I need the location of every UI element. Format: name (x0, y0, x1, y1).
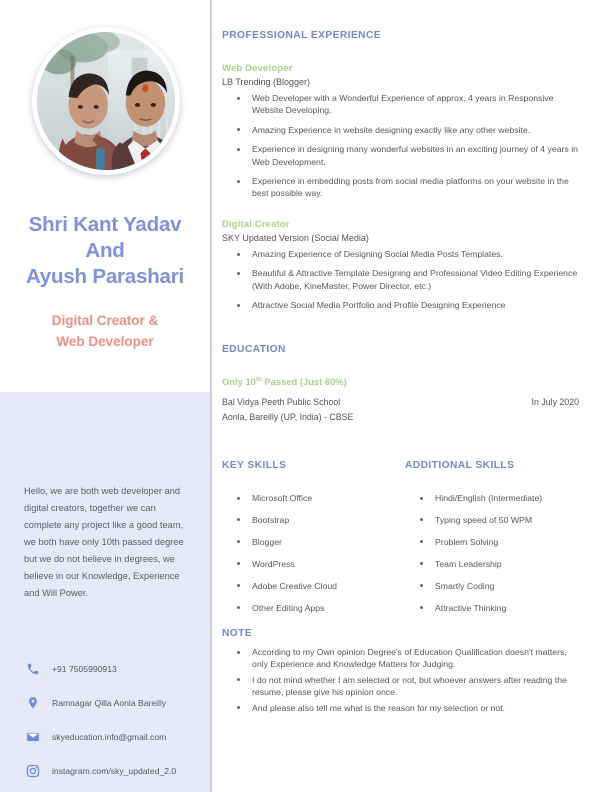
key-skills-heading-col (222, 460, 405, 471)
job-org: SKY Updated Version (Social Media) (222, 233, 369, 243)
job-title: Digital Creator (222, 219, 290, 230)
contact-phone-text: +91 7505990913 (52, 663, 117, 674)
education-degree (222, 376, 579, 387)
job-web-developer (222, 63, 582, 207)
education-school: Bal Vidya Peeth Public School (222, 397, 341, 408)
job-org: LB Trending (Blogger) (222, 77, 311, 87)
profile-photo (37, 32, 175, 170)
contact-row-instagram[interactable] (24, 757, 210, 784)
list-item: Attractive Thinking (435, 602, 580, 614)
list-item: Amazing Experience in website designing exactly like any other website. (252, 124, 582, 136)
list-item: Experience in designing many wonderful websites in an exciting journey of 4 years in Web Development. (252, 143, 582, 168)
photo-illustration (37, 32, 175, 170)
key-skills-column (222, 487, 405, 623)
job-title: Web Developer (222, 63, 293, 74)
envelope-icon (24, 728, 41, 745)
profile-role (0, 310, 210, 352)
contact-list (24, 655, 210, 791)
main-content (222, 0, 582, 792)
education-entry (222, 376, 579, 422)
name-line-1: Shri Kant Yadav (28, 213, 182, 236)
key-skills-heading: KEY SKILLS (222, 460, 287, 471)
location-pin-icon (24, 694, 41, 711)
key-skills-list (222, 492, 405, 614)
contact-instagram-text: instagram.com/sky_updated_2.0 (52, 765, 177, 776)
skills-heading-row (222, 460, 582, 471)
list-item: I do not mind whether I am selected or not, but whoever answers after reading the resume, please give his opinion once. (252, 674, 582, 699)
name-line-3: Ayush Parashari (25, 265, 185, 288)
note-heading: NOTE (222, 628, 253, 639)
section-education (222, 344, 582, 355)
list-item: Microsoft Office (252, 492, 405, 504)
list-item: Web Developer with a Wonderful Experience of approx. 4 years in Responsive Website Developing. (252, 92, 582, 117)
experience-heading: PROFESSIONAL EXPERIENCE (222, 30, 382, 41)
education-location: Aonla, Bareilly (UP, India) - CBSE (222, 412, 354, 423)
role-line-1: Digital Creator & (51, 313, 159, 328)
additional-skills-list (405, 492, 580, 614)
phone-icon (24, 660, 41, 677)
list-item: And please also tell me what is the reason for my selection or not. (252, 702, 582, 714)
list-item: Bootstrap (252, 514, 405, 526)
section-note (222, 628, 582, 717)
contact-address-text: Ramnagar Qilla Aonla Bareilly (52, 697, 167, 708)
name-line-2: And (85, 239, 125, 262)
skills-lists (222, 487, 582, 623)
list-item: Typing speed of 50 WPM (435, 514, 580, 526)
additional-skills-heading-col (405, 460, 580, 471)
job-bullets (222, 248, 582, 312)
list-item: Adobe Creative Cloud (252, 580, 405, 592)
list-item: Attractive Social Media Portfolio and Profile Designing Experience (252, 299, 582, 311)
sidebar (0, 0, 210, 792)
role-line-2: Web Developer (56, 334, 154, 349)
degree-prefix: Only 10 (222, 376, 256, 388)
contact-row-phone[interactable] (24, 655, 210, 682)
additional-skills-column (405, 487, 580, 623)
list-item: Problem Solving (435, 536, 580, 548)
column-divider (210, 0, 212, 792)
list-item: WordPress (252, 558, 405, 570)
avatar (32, 27, 180, 175)
additional-skills-heading: ADDITIONAL SKILLS (405, 460, 515, 471)
education-date: In July 2020 (531, 397, 579, 408)
list-item: Team Leadership (435, 558, 580, 570)
degree-superscript: th (255, 376, 262, 383)
skills-columns (222, 487, 582, 623)
education-school-row (222, 397, 579, 407)
contact-row-email[interactable] (24, 723, 210, 750)
list-item: Beautiful & Attractive Template Designing and Professional Video Editing Experience (With Adobe, KineMaster, Power Director, etc.) (252, 267, 582, 292)
list-item: According to my Own opinion Degree's of Education Qualification doesn't matters, only Experience and Knowledge Matters for Judging. (252, 646, 582, 671)
profile-name (0, 212, 210, 290)
section-experience (222, 30, 582, 41)
degree-suffix: Passed (Just 60%) (261, 376, 347, 388)
instagram-icon (24, 762, 41, 779)
job-digital-creator (222, 219, 582, 319)
list-item: Experience in embedding posts from social media platforms on your website in the best possible way. (252, 175, 582, 200)
education-heading: EDUCATION (222, 344, 286, 355)
contact-row-address[interactable] (24, 689, 210, 716)
job-bullets (222, 92, 582, 200)
list-item: Blogger (252, 536, 405, 548)
skills-headings (222, 460, 582, 471)
profile-bio: Hello, we are both web developer and digital creators, together we can complete any project like a good team, we both have only 10th passed degree but we do not believe in degrees, we believe in our Knowledge, Experience and Will Power. (24, 486, 184, 598)
note-list (222, 646, 582, 714)
list-item: Smartly Coding (435, 580, 580, 592)
contact-email-text: skyeducation.info@gmail.com (52, 731, 167, 742)
list-item: Hindi/English (Intermediate) (435, 492, 580, 504)
list-item: Other Editing Apps (252, 602, 405, 614)
list-item: Amazing Experience of Designing Social Media Posts Templates. (252, 248, 582, 260)
